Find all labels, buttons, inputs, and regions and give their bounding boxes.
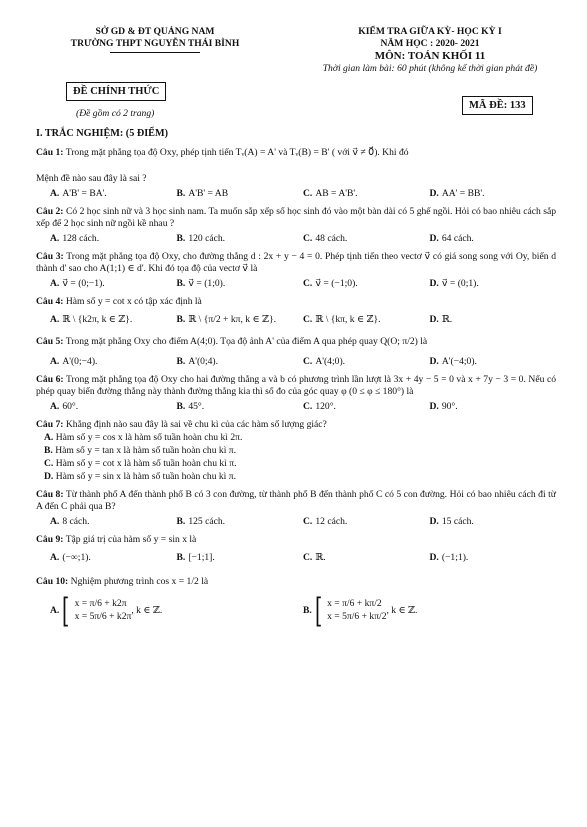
exam-body bbox=[36, 128, 557, 632]
options: A. (−∞;1). B. [−1;1]. C. ℝ. D. (−1;1). bbox=[50, 552, 469, 564]
subject: MÔN: TOÁN KHỐI 11 bbox=[374, 50, 486, 62]
option-a: A. [ x = π/6 + k2π x = 5π/6 + k2π , k ∈ ℤ. bbox=[50, 591, 163, 632]
options: A. 8 cách. B. 125 cách. C. 12 cách. D. 15 cách. bbox=[50, 516, 474, 528]
school-year: NĂM HỌC : 2020- 2021 bbox=[380, 38, 480, 49]
options: A. A'B' = BA'. B. A'B' = AB C. AB = A'B'. D. AA' = BB'. bbox=[50, 187, 485, 199]
section-title: I. TRẮC NGHIỆM: (5 ĐIỂM) bbox=[36, 128, 168, 139]
bracket-glyph: [ bbox=[314, 591, 323, 632]
school-underline bbox=[110, 52, 200, 53]
options bbox=[36, 591, 556, 632]
question-5: Câu 5: Trong mặt phẳng Oxy cho điểm A(4;0). Tọa độ ảnh A' của điểm A qua phép quay Q(O; π/2) là A. A'(0;−4). B. A'(0;4). C. A'(4;0). D. A'(−4;0). bbox=[36, 336, 556, 368]
options: A. 128 cách. B. 120 cách. C. 48 cách. D. 64 cách. bbox=[50, 232, 474, 244]
department-name: SỞ GD & ĐT QUẢNG NAM bbox=[95, 26, 215, 37]
pages-note: (Đề gồm có 2 trang) bbox=[76, 108, 155, 119]
school-name: TRƯỜNG THPT NGUYỄN THÁI BÌNH bbox=[70, 38, 240, 49]
exam-title: KIỂM TRA GIỮA KỲ- HỌC KỲ I bbox=[358, 26, 502, 37]
question-9: Câu 9: Tập giá trị của hàm số y = sin x là A. (−∞;1). B. [−1;1]. C. ℝ. D. (−1;1). bbox=[36, 534, 556, 564]
option-b: B. [ x = π/6 + kπ/2 x = 5π/6 + kπ/2 , k ∈ ℤ. bbox=[303, 591, 418, 632]
question-10: Câu 10: Nghiệm phương trình cos x = 1/2 là A. [ x = π/6 + k2π x = 5π/6 + k2π , k ∈ ℤ. B. [ x = π/6 + kπ/2 x = 5π/6 + kπ/2 , k ∈ ℤ. bbox=[36, 576, 556, 628]
time-note: Thời gian làm bài: 60 phút (không kể thời gian phát đề) bbox=[322, 63, 538, 74]
question-4: Câu 4: Hàm số y = cot x có tập xác định là A. ℝ \ {k2π, k ∈ ℤ}. B. ℝ \ {π/2 + kπ, k ∈ ℤ}. C. ℝ \ {kπ, k ∈ ℤ}. D. ℝ. bbox=[36, 296, 556, 326]
exam-code: MÃ ĐỀ: 133 bbox=[462, 96, 533, 115]
question-8: Câu 8: Từ thành phố A đến thành phố B có 3 con đường, từ thành phố B đến thành phố C có 5 con đường. Hỏi có bao nhiêu cách đi từ A đến C phải qua B? A. 8 cách. B. 125 cách. C. 12 cách. D. 15 cách. bbox=[36, 489, 556, 528]
official-badge: ĐỀ CHÍNH THỨC bbox=[66, 82, 166, 101]
options: A. v⃗ = (0;−1). B. v⃗ = (1;0). C. v⃗ = (−1;0). D. v⃗ = (0;1). bbox=[50, 277, 479, 289]
question-6: Câu 6: Trong mặt phẳng tọa độ Oxy cho hai đường thẳng a và b có phương trình lần lượt là 3x + 4y − 5 = 0 và x + 7y − 3 = 0. Nếu có phép quay biến đường thẳng này thành đường thẳng kia thì số đo của góc quay φ (0 ≤ φ ≤ 180°) là A. 60°. B. 45°. C. 120°. D. 90°. bbox=[36, 373, 556, 412]
question-2: Câu 2: Có 2 học sinh nữ và 3 học sinh nam. Ta muốn sắp xếp số học sinh đó vào một bàn dài có 5 ghế ngồi. Hỏi có bao nhiêu cách sắp xếp để 2 học sinh nữ ngồi kề nhau ? A. 128 cách. B. 120 cách. C. 48 cách. D. 64 cách. bbox=[36, 205, 557, 244]
bracket-glyph: [ bbox=[62, 591, 70, 632]
question-1: Câu 1: Trong mặt phẳng tọa độ Oxy, phép tịnh tiến Tᵥ(A) = A' và Tᵥ(B) = B' ( với v⃗ ≠ 0⃗). Khi đó Mệnh đề nào sau đây là sai ? A. A'B' = BA'. B. A'B' = AB C. AB = A'B'. D. AA' = BB'. bbox=[36, 147, 556, 200]
options: A. Hàm số y = cos x là hàm số tuần hoàn chu kì 2π. B. Hàm số y = tan x là hàm số tuần hoàn chu kì π. C. Hàm số y = cot x là hàm số tuần hoàn chu kì π. D. Hàm số y = sin x là hàm số tuần hoàn chu kì π. bbox=[44, 432, 243, 483]
exam-header bbox=[0, 26, 587, 86]
options: A. A'(0;−4). B. A'(0;4). C. A'(4;0). D. A'(−4;0). bbox=[50, 355, 477, 367]
options: A. ℝ \ {k2π, k ∈ ℤ}. B. ℝ \ {π/2 + kπ, k ∈ ℤ}. C. ℝ \ {kπ, k ∈ ℤ}. D. ℝ. bbox=[50, 313, 453, 325]
question-7: Câu 7: Khẳng định nào sau đây là sai về chu kì của các hàm số lượng giác? A. Hàm số y = cos x là hàm số tuần hoàn chu kì 2π. B. Hàm số y = tan x là hàm số tuần hoàn chu kì π. C. Hàm số y = cot x là hàm số tuần hoàn chu kì π. D. Hàm số y = sin x là hàm số tuần hoàn chu kì π. bbox=[36, 419, 556, 484]
question-3: Câu 3: Trong mặt phẳng tọa độ Oxy, cho đường thẳng d : 2x + y − 4 = 0. Phép tịnh tiến theo vectơ v⃗ có giá song song với Oy, biến d thành d' sao cho A(1;1) ∈ d'. Khi đó tọa độ của vectơ v⃗ là A. v⃗ = (0;−1). B. v⃗ = (1;0). C. v⃗ = (−1;0). D. v⃗ = (0;1). bbox=[36, 250, 557, 289]
options: A. 60°. B. 45°. C. 120°. D. 90°. bbox=[50, 400, 458, 412]
